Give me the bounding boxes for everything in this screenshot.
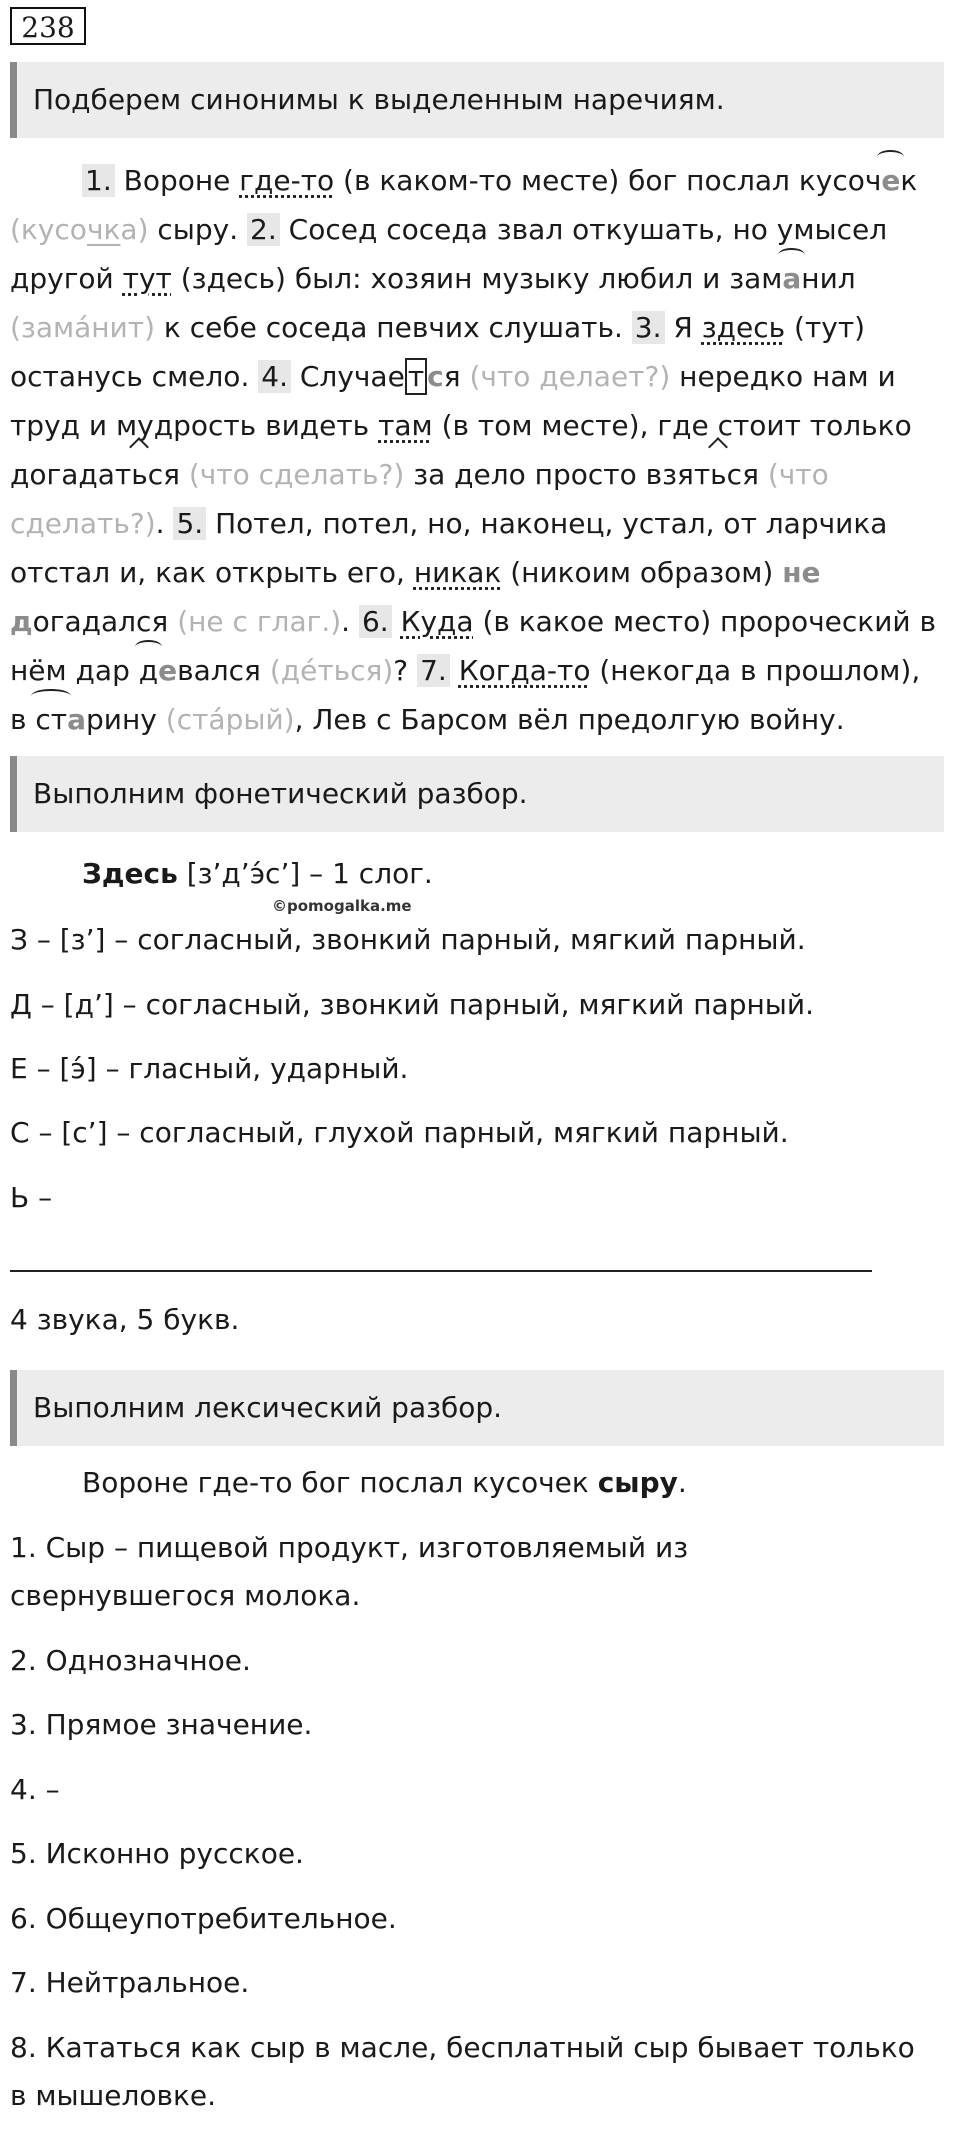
phonetic-row: З – [з’] – согласный, звонкий парный, мягкий парный. <box>10 923 806 956</box>
phonetic-row: Ь – <box>10 1181 53 1214</box>
adverb: тут <box>122 262 172 295</box>
phonetic-word: Здесь <box>82 857 178 890</box>
phonetic-row: Д – [д’] – согласный, звонкий парный, мягкий парный. <box>10 988 815 1021</box>
item-number: 3. <box>632 311 665 344</box>
section-title: Выполним фонетический разбор. <box>33 777 528 810</box>
phonetic-row: Е – [э́] – гласный, ударный. <box>10 1052 409 1085</box>
section-header-lexical <box>10 1370 944 1446</box>
task-number: 238 <box>10 7 86 45</box>
item-number: 7. <box>417 654 450 687</box>
synonyms-paragraph: 1. Вороне где-то (в каком-то месте) бог послал кусочек (кусочка) сыру. 2. Сосед соседа звал откушать, но умысел другой тут (здесь) был: хозяин музыку любил и заманил (зама́нит) к себе соседа певчих слушать. 3. Я здесь (тут) останусь смело. 4. Случае т ся (что делает?) нередко нам и труд и мудрость видеть там (в том месте), где стоит только догадаться (что сделать?) за дело просто взяться (что сделать?). 5. Потел, потел, но, наконец, устал, от ларчика отстал и, как открыть его, никак (никоим образом) не догадался (не с глаг.). 6. Куда (в какое место) пророческий в нём дар девался (де́ться)? 7. Когда-то (некогда в прошлом), в старину (ста́рый), Лев с Барсом вёл предолгую войну. <box>10 156 950 744</box>
lexical-item: 1. Сыр – пищевой продукт, изготовляемый из <box>10 1531 689 1564</box>
item-number: 1. <box>82 164 115 197</box>
lexical-item: 3. Прямое значение. <box>10 1708 313 1741</box>
lexical-sentence: Вороне где-то бог послал кусочек сыру. <box>82 1466 687 1499</box>
item-number: 5. <box>173 507 206 540</box>
adverb: там <box>378 409 433 442</box>
section-header-synonyms <box>10 62 944 138</box>
lexical-item: в мышеловке. <box>10 2079 217 2112</box>
phonetic-transcription: [з’д’э́с’] – 1 слог. <box>186 857 433 890</box>
adverb: никак <box>413 556 502 589</box>
watermark: ©pomogalka.me <box>272 897 412 915</box>
adverb: где-то <box>239 164 335 197</box>
lexical-item: 4. – <box>10 1773 60 1806</box>
item-number: 2. <box>247 213 280 246</box>
lexical-item: 6. Общеупотребительное. <box>10 1902 397 1935</box>
lexical-item: 7. Нейтральное. <box>10 1966 250 1999</box>
analyzed-word: сыру <box>597 1466 678 1499</box>
adverb: здесь <box>701 311 786 344</box>
phonetic-summary: 4 звука, 5 букв. <box>10 1303 240 1336</box>
lexical-item: 5. Исконно русское. <box>10 1837 304 1870</box>
item-number: 6. <box>359 605 392 638</box>
divider-line <box>10 1270 872 1272</box>
lexical-item: 2. Однозначное. <box>10 1644 251 1677</box>
lexical-item: 8. Кататься как сыр в масле, бесплатный сыр бывает только <box>10 2031 915 2064</box>
adverb: Куда <box>400 605 474 638</box>
section-header-phonetic <box>10 756 944 832</box>
adverb: Когда-то <box>458 654 591 687</box>
section-title: Выполним лексический разбор. <box>33 1391 503 1424</box>
section-title: Подберем синонимы к выделенным наречиям. <box>33 83 725 116</box>
lexical-item: свернувшегося молока. <box>10 1579 361 1612</box>
phonetic-word-line <box>82 856 433 892</box>
phonetic-row: С – [с’] – согласный, глухой парный, мягкий парный. <box>10 1116 789 1149</box>
item-number: 4. <box>258 360 291 393</box>
